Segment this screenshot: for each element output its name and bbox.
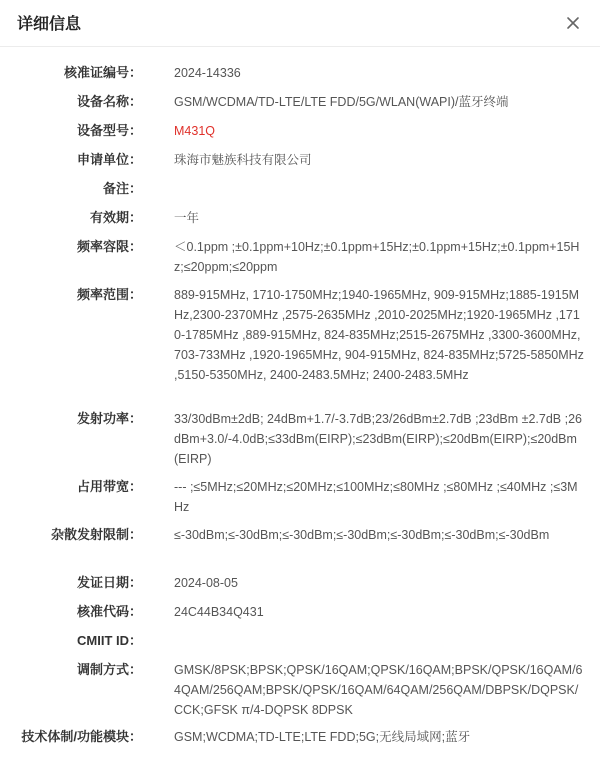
field-label: 频率容限： — [76, 239, 142, 254]
field-value: GSM/WCDMA/TD-LTE/LTE FDD/5G/WLAN(WAPI)/蓝牙终端 — [174, 95, 509, 109]
field-row — [0, 660, 600, 727]
field-label: 占用带宽： — [76, 479, 142, 494]
field-label: 调制方式： — [76, 662, 142, 677]
field-row — [0, 409, 600, 477]
field-row — [0, 525, 600, 573]
close-icon[interactable] — [562, 12, 584, 34]
field-row — [0, 727, 600, 767]
field-value: 889-915MHz, 1710-1750MHz;1940-1965MHz, 909-915MHz;1885-1915MHz,2300-2370MHz ,2575-2635MHz ,2010-2025MHz;1920-1965MHz ,1710-1785MHz ,889-915MHz, 824-835MHz;2515-2675MHz ,3300-3600MHz,703-733MHz ,1920-1965MHz, 904-915MHz, 824-835MHz;5725-5850MHz ,5150-5350MHz, 2400-2483.5MHz; 2400-2483.5MHz — [174, 288, 584, 382]
field-row — [0, 602, 600, 631]
field-label: 技术体制/功能模块： — [21, 729, 142, 744]
field-row — [0, 179, 600, 208]
field-label: 有效期： — [89, 210, 142, 225]
field-value: 24C44B34Q431 — [174, 605, 264, 619]
field-value: 珠海市魅族科技有限公司 — [174, 153, 312, 167]
field-row — [0, 150, 600, 179]
dialog-header — [0, 0, 600, 47]
field-value: 一年 — [174, 211, 200, 225]
detail-fields — [0, 63, 600, 767]
field-value: --- ;≤5MHz;≤20MHz;≤20MHz;≤100MHz;≤80MHz ;≤80MHz ;≤40MHz ;≤3MHz — [174, 480, 578, 514]
field-value: 33/30dBm±2dB; 24dBm+1.7/-3.7dB;23/26dBm±2.7dB ;23dBm ±2.7dB ;26dBm+3.0/-4.0dB;≤33dBm(EIRP);≤23dBm(EIRP);≤20dBm(EIRP);≤20dBm(EIRP) — [174, 412, 582, 466]
field-value: 2024-08-05 — [174, 576, 238, 590]
field-label: 发射功率： — [76, 411, 142, 426]
field-row — [0, 631, 600, 660]
field-label: 核准代码： — [76, 604, 142, 619]
field-row — [0, 92, 600, 121]
field-value: ＜0.1ppm ;±0.1ppm+10Hz;±0.1ppm+15Hz;±0.1ppm+15Hz;±0.1ppm+15Hz;≤20ppm;≤20ppm — [174, 240, 580, 274]
field-value: GMSK/8PSK;BPSK;QPSK/16QAM;QPSK/16QAM;BPSK/QPSK/16QAM/64QAM/256QAM;BPSK/QPSK/16QAM/64QAM/256QAM/DBPSK/DQPSK/CCK;GFSK π/4-DQPSK 8DPSK — [174, 663, 583, 717]
field-label: 杂散发射限制： — [50, 527, 142, 542]
field-label: 发证日期： — [76, 575, 142, 590]
field-label: 频率范围： — [76, 287, 142, 302]
field-label: 备注： — [102, 181, 142, 196]
field-row — [0, 573, 600, 602]
field-value: ≤-30dBm;≤-30dBm;≤-30dBm;≤-30dBm;≤-30dBm;≤-30dBm;≤-30dBm — [174, 528, 550, 542]
field-label: 核准证编号： — [63, 65, 142, 80]
field-value — [174, 631, 584, 660]
field-value — [174, 179, 584, 208]
field-row — [0, 477, 600, 525]
field-row — [0, 285, 600, 409]
field-label: 设备型号： — [76, 123, 142, 138]
field-row — [0, 208, 600, 237]
field-row — [0, 121, 600, 150]
field-value: 2024-14336 — [174, 66, 241, 80]
field-label: CMIIT ID： — [77, 633, 142, 648]
field-value: GSM;WCDMA;TD-LTE;LTE FDD;5G;无线局域网;蓝牙 — [174, 730, 471, 744]
field-row — [0, 237, 600, 285]
dialog-title: 详细信息 — [17, 16, 82, 33]
field-label: 设备名称： — [76, 94, 142, 109]
field-value: M431Q — [174, 124, 215, 138]
field-row — [0, 63, 600, 92]
field-label: 申请单位： — [76, 152, 142, 167]
